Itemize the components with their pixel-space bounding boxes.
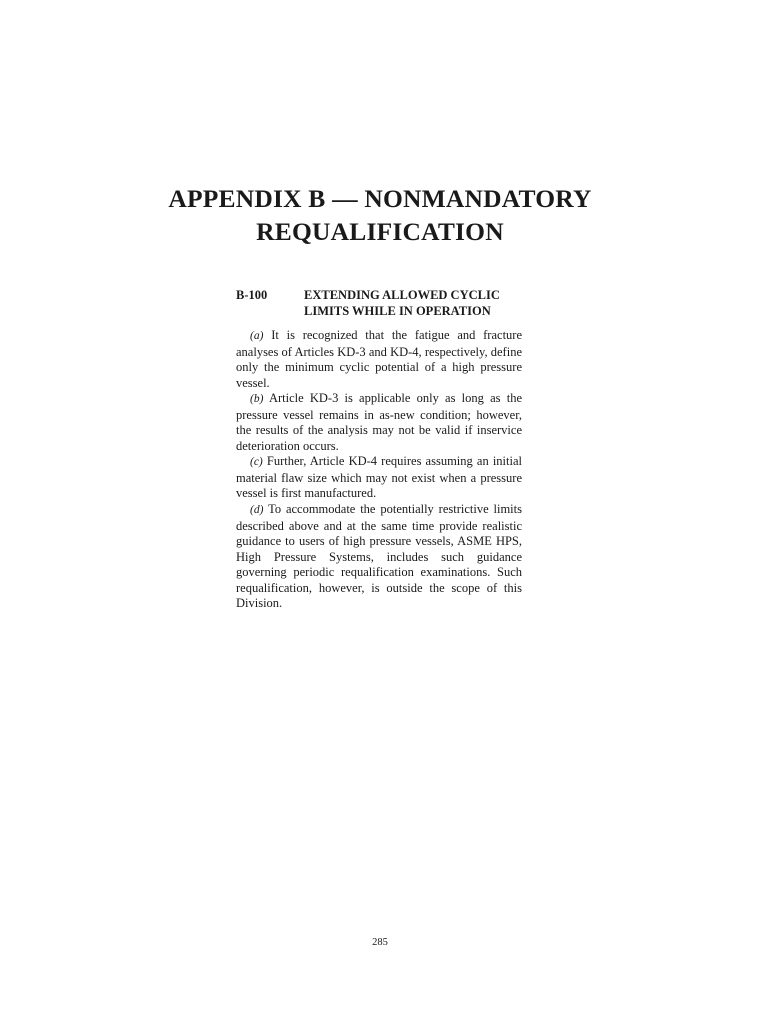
section-title (304, 287, 500, 319)
paragraph-text: Further, Article KD-4 requires assuming an initial material flaw size which may not exist when a pressure vessel is first manufactured. (236, 454, 522, 501)
page-title (150, 182, 610, 248)
page-title-line-2: REQUALIFICATION (256, 217, 504, 246)
section-number: B-100 (236, 288, 268, 302)
paragraph-b (236, 391, 522, 454)
paragraph-label: (b) (250, 393, 264, 406)
section-title-line-1: EXTENDING ALLOWED CYCLIC (304, 288, 500, 302)
paragraph-text: To accommodate the potentially restrictive limits described above and at the same time provide realistic guidance to users of high pressure vessels, ASME HPS, High Pressure Systems, includes such guidance governing periodic requalification examinations. Such requalification, however, is outside the scope of this Division. (236, 502, 522, 611)
section-b-100 (236, 287, 522, 612)
page-number: 285 (372, 937, 388, 948)
section-heading (236, 287, 522, 319)
section-title-line-2: LIMITS WHILE IN OPERATION (304, 304, 491, 318)
page-title-line-1: APPENDIX B — NONMANDATORY (168, 184, 592, 213)
paragraph-label: (a) (250, 330, 264, 342)
paragraph-a (236, 328, 522, 391)
section-body (236, 328, 522, 612)
paragraph-label: (c) (250, 456, 263, 469)
paragraph-c (236, 454, 522, 502)
paragraph-text: It is recognized that the fatigue and fracture analyses of Articles KD-3 and KD-4, respectively, define only the minimum cyclic potential of a high pressure vessel. (236, 328, 522, 390)
paragraph-label: (d) (250, 504, 264, 517)
paragraph-text: Article KD-3 is applicable only as long as the pressure vessel remains in as-new condition; however, the results of the analysis may not be valid if inservice deterioration occurs. (236, 391, 522, 453)
paragraph-d (236, 502, 522, 612)
